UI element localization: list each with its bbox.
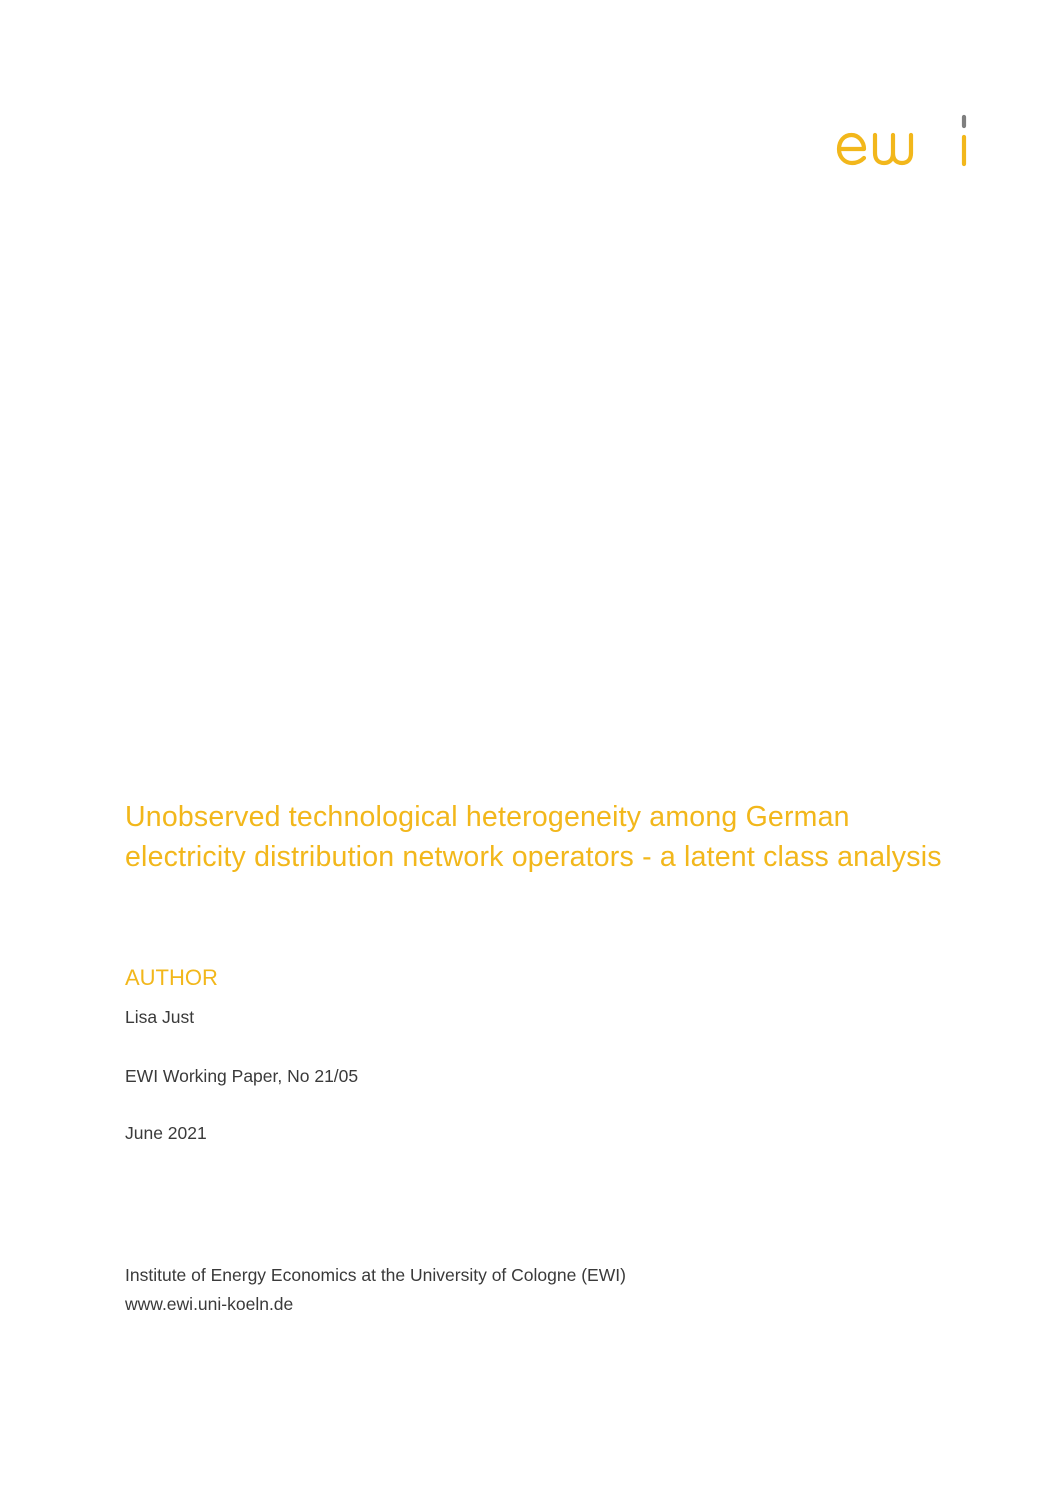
publication-date: June 2021 (125, 1123, 207, 1143)
ewi-logo (833, 113, 983, 173)
author-heading: AUTHOR (125, 965, 218, 990)
institute-name: Institute of Energy Economics at the University of Cologne (EWI) (125, 1265, 626, 1285)
author-name: Lisa Just (125, 1007, 195, 1027)
working-paper-series: EWI Working Paper, No 21/05 (125, 1066, 359, 1086)
institute-website-link[interactable]: www.ewi.uni-koeln.de (125, 1294, 294, 1314)
ewi-logo-graphic (833, 113, 983, 173)
paper-title: Unobserved technological heterogeneity among German electricity distribution network operators - a latent class analysis (125, 801, 942, 873)
